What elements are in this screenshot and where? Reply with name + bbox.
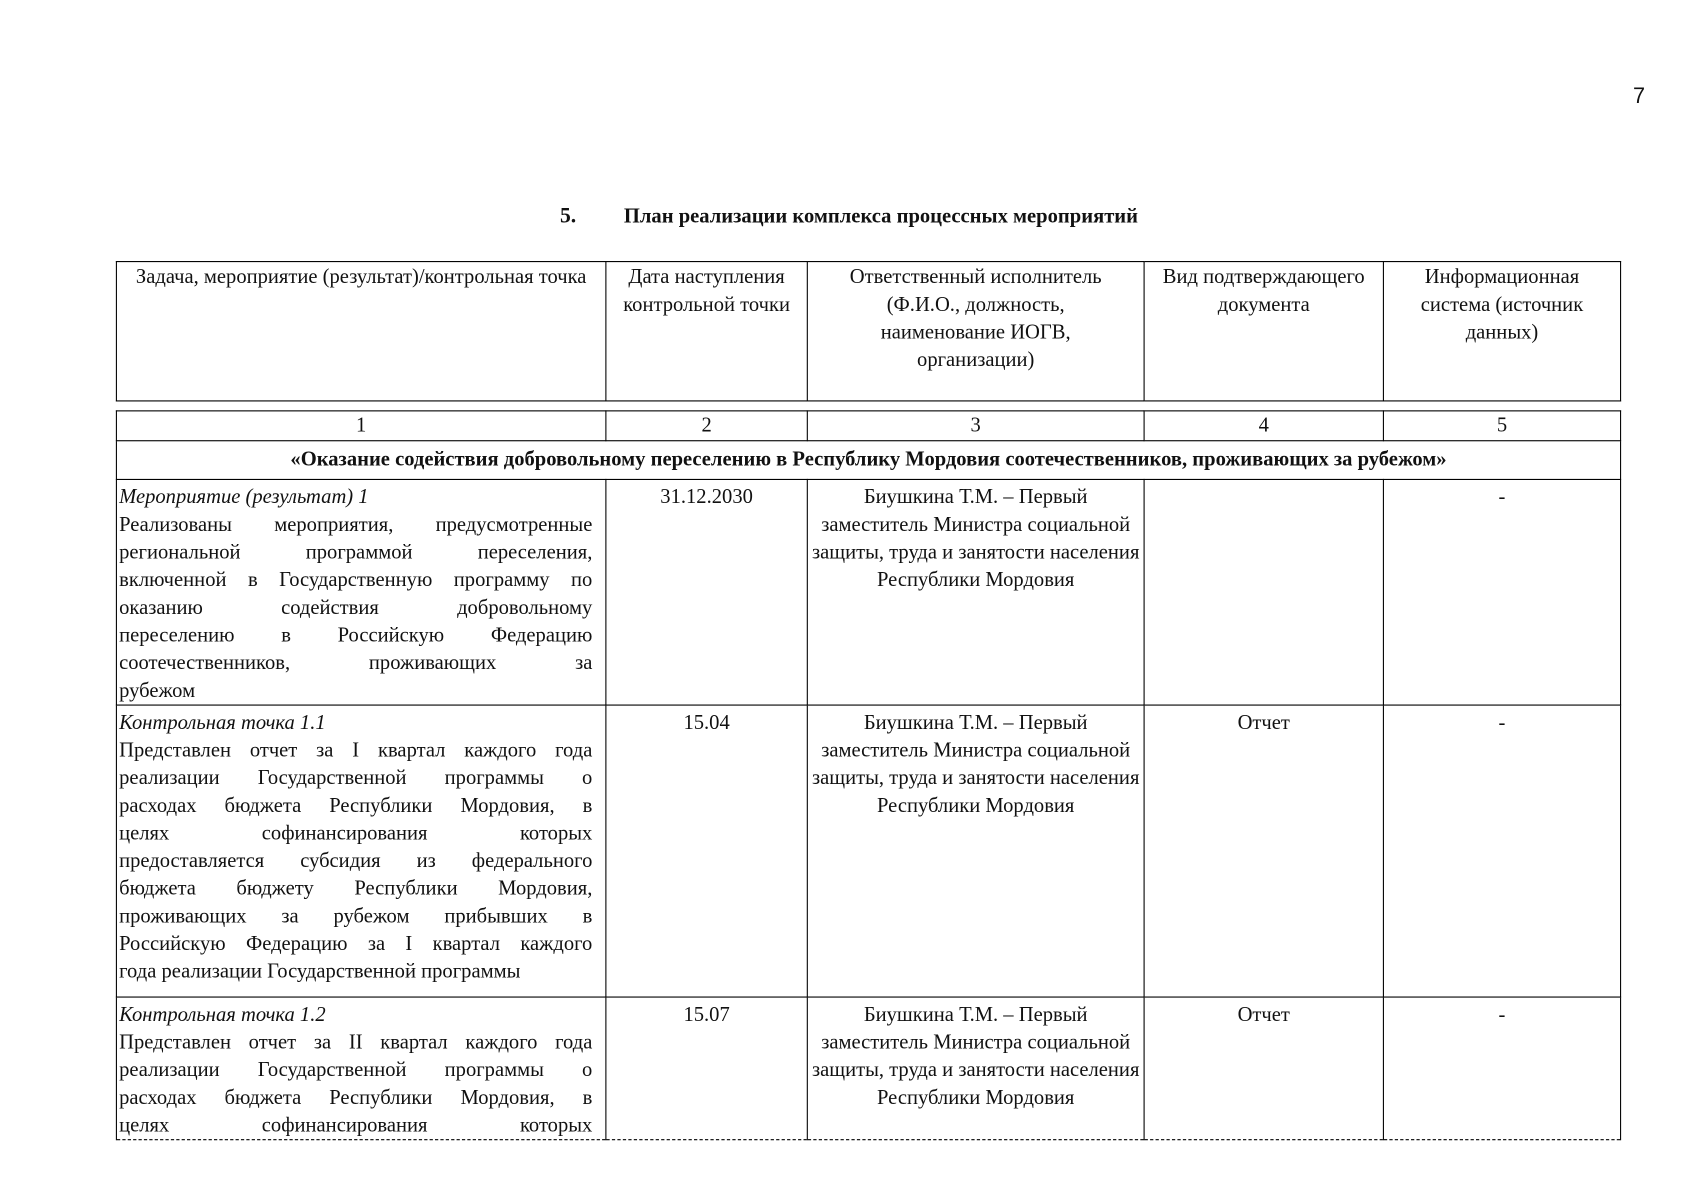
table-row	[116, 997, 1620, 1140]
task-line: реализации Государственной программы о	[119, 1058, 593, 1082]
task-line: Представлен отчет за I квартал каждого года	[119, 738, 593, 763]
column-number: 1	[116, 411, 605, 441]
task-line: региональной программой переселения,	[119, 540, 593, 565]
info-system-cell: -	[1383, 479, 1620, 705]
date-cell: 31.12.2030	[606, 479, 807, 705]
task-line: целях софинансирования которых	[119, 821, 593, 845]
header-info-system: Информационная система (источник данных)	[1383, 262, 1620, 401]
task-kind: Контрольная точка 1.2	[119, 1003, 326, 1027]
task-line: соотечественников, проживающих за	[119, 651, 593, 675]
section-number: 5.	[559, 203, 577, 228]
task-line: Представлен отчет за II квартал каждого года	[119, 1030, 593, 1055]
task-kind: Мероприятие (результат) 1	[119, 485, 369, 509]
task-cell	[116, 479, 605, 705]
program-title: «Оказание содействия добровольному переселению в Республику Мордовия соотечественников, проживающих за рубежом»	[116, 441, 1620, 480]
column-number-row	[116, 411, 1620, 441]
task-line: расходах бюджета Республики Мордовия, в	[119, 1086, 593, 1110]
responsible-text: Биушкина Т.М. – Первый заместитель Министра социальной защиты, труда и занятости населения Республики Мордовия	[811, 1003, 1140, 1110]
task-line: рубежом	[119, 679, 196, 703]
date-cell: 15.04	[606, 705, 807, 997]
task-line: переселению в Российскую Федерацию	[119, 623, 593, 648]
column-number: 3	[807, 411, 1144, 441]
table-row	[116, 479, 1620, 705]
date-cell: 15.07	[606, 997, 807, 1140]
column-number: 5	[1383, 411, 1620, 441]
column-number: 2	[606, 411, 807, 441]
task-kind: Контрольная точка 1.1	[119, 711, 326, 735]
task-line: включенной в Государственную программу по	[119, 568, 593, 592]
header-date: Дата наступления контрольной точки	[606, 262, 807, 401]
task-line: оказанию содействия добровольному	[119, 596, 593, 620]
section-heading	[0, 204, 1698, 229]
section-title: План реализации комплекса процессных мероприятий	[623, 204, 1139, 228]
task-line: бюджета бюджету Республики Мордовия,	[119, 877, 593, 901]
task-cell	[116, 705, 605, 997]
task-line: целях софинансирования которых	[119, 1113, 593, 1137]
table-header	[116, 261, 1621, 401]
responsible-cell: Биушкина Т.М. – Первый заместитель Министра социальной защиты, труда и занятости населения Республики Мордовия	[807, 705, 1144, 997]
section-title-row	[116, 441, 1620, 480]
cut-off-content	[119, 1001, 592, 1139]
task-cell	[116, 997, 605, 1140]
document-cell	[1144, 479, 1383, 705]
document-cell: Отчет	[1144, 997, 1383, 1140]
info-system-cell: -	[1383, 997, 1620, 1140]
document-cell: Отчет	[1144, 705, 1383, 997]
page-number: 7	[1633, 84, 1646, 109]
task-line: Реализованы мероприятия, предусмотренные	[119, 513, 593, 537]
column-number: 4	[1144, 411, 1383, 441]
task-line: проживающих за рубежом прибывших в	[119, 904, 593, 928]
task-line: предоставляется субсидия из федерального	[119, 849, 593, 873]
plan-table	[116, 410, 1621, 1140]
header-document: Вид подтверждающего документа	[1144, 262, 1383, 401]
task-line: Российскую Федерацию за I квартал каждого	[119, 932, 593, 956]
task-line: года реализации Государственной программы	[119, 960, 521, 984]
responsible-cell	[807, 997, 1144, 1140]
header-responsible: Ответственный исполнитель (Ф.И.О., должность, наименование ИОГВ, организации)	[807, 262, 1144, 401]
info-system-cell: -	[1383, 705, 1620, 997]
task-line: расходах бюджета Республики Мордовия, в	[119, 794, 593, 818]
responsible-cell: Биушкина Т.М. – Первый заместитель Министра социальной защиты, труда и занятости населения Республики Мордовия	[807, 479, 1144, 705]
table-row	[116, 705, 1620, 997]
header-task: Задача, мероприятие (результат)/контрольная точка	[116, 262, 605, 401]
task-line: реализации Государственной программы о	[119, 766, 593, 790]
